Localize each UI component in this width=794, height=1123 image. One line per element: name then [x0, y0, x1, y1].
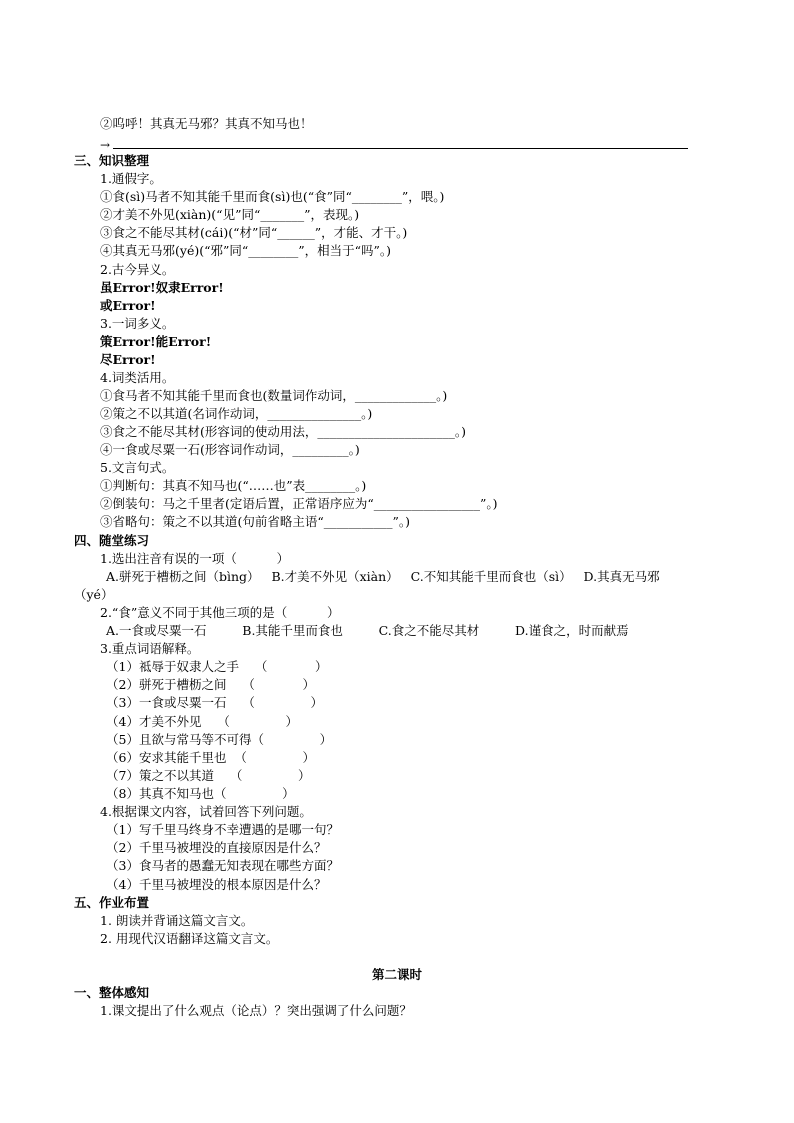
sub-question: （4）千里马被埋没的根本原因是什么？ [106, 877, 327, 892]
options-line: A.骈死于槽枥之间（bìng） B.才美不外见（xiàn） C.不知其能千里而食也（sì） D.其真无马邪 [106, 569, 660, 584]
vocab-item: （3）一食或尽粟一石 （ ） [106, 695, 323, 710]
subheading-gujinyiyi: 2.古今异义。 [100, 262, 175, 277]
error-line: 策Error!能Error! [100, 334, 212, 349]
error-line: 或Error! [100, 298, 156, 313]
exercise-item: ①食(sì)马者不知其能千里而食(sì)也(“食”同“________”，喂。) [100, 189, 445, 204]
vocab-item: （4）才美不外见 （ ） [106, 714, 298, 729]
exercise-item: ③食之不能尽其材(形容词的使动用法，______________________。) [100, 424, 467, 439]
options-line: A.一食或尽粟一石 B.其能千里而食也 C.食之不能尽其材 D.谨食之，时而献焉 [106, 623, 629, 638]
vocab-item: （2）骈死于槽枥之间 （ ） [106, 677, 316, 692]
question: 1.选出注音有误的一项（ ） [100, 551, 290, 566]
subheading-cileihuoyong: 4.词类活用。 [100, 370, 175, 385]
answer-blank-line [113, 148, 688, 149]
exercise-item: ①食马者不知其能千里而食也(数量词作动词，_____________。) [100, 388, 448, 403]
sub-question: （1）写千里马终身不幸遭遇的是哪一句？ [106, 822, 339, 837]
arrow-icon: → [100, 138, 111, 152]
vocab-item: （5）且欲与常马等不可得（ ） [106, 732, 333, 747]
error-line: 尽Error! [100, 352, 156, 367]
exercise-item: ①判断句：其真不知马也(“……也”表________。) [100, 478, 367, 493]
vocab-item: （7）策之不以其道 （ ） [106, 768, 311, 783]
question: 3.重点词语解释。 [100, 641, 200, 656]
sub-question: （2）千里马被埋没的直接原因是什么？ [106, 840, 327, 855]
exercise-item: ③食之不能尽其材(cái)(“材”同“______”，才能、才干。) [100, 225, 408, 240]
sub-question: （3）食马者的愚蠢无知表现在哪些方面？ [106, 858, 339, 873]
exercise-item: ②策之不以其道(名词作动词，_______________。) [100, 406, 373, 421]
exercise-item: ③省略句：策之不以其道(句前省略主语“___________”。) [100, 514, 411, 529]
error-line: 虽Error!奴隶Error! [100, 280, 224, 295]
quote-line: ②呜呼！其真无马邪？其真不知马也！ [100, 116, 313, 131]
homework-item: 1. 朗读并背诵这篇文言文。 [100, 913, 254, 928]
question: 1.课文提出了什么观点（论点）？突出强调了什么问题？ [100, 1003, 412, 1018]
section-heading-5: 五、作业布置 [74, 895, 150, 910]
vocab-item: （1）祗辱于奴隶人之手 （ ） [106, 659, 328, 674]
section-heading-1: 一、整体感知 [74, 985, 150, 1000]
section-heading-4: 四、随堂练习 [74, 533, 150, 548]
lesson-title: 第二课时 [371, 967, 422, 982]
question: 2.“食”意义不同于其他三项的是（ ） [100, 605, 340, 620]
exercise-item: ②倒装句：马之千里者(定语后置，正常语序应为“_________________”。) [100, 496, 498, 511]
exercise-item: ④其真无马邪(yé)(“邪”同“________”，相当于“吗”。) [100, 243, 392, 258]
exercise-item: ②才美不外见(xiàn)(“见”同“_______”，表现。) [100, 207, 360, 222]
subheading-yiciduoyi: 3.一词多义。 [100, 316, 175, 331]
subheading-tongjiazi: 1.通假字。 [100, 171, 162, 186]
homework-item: 2. 用现代汉语翻译这篇文言文。 [100, 931, 279, 946]
vocab-item: （6）安求其能千里也 （ ） [106, 750, 316, 765]
options-line-cont: （yé） [74, 587, 114, 602]
subheading-wenyanjushi: 5.文言句式。 [100, 460, 175, 475]
vocab-item: （8）其真不知马也（ ） [106, 786, 295, 801]
exercise-item: ④一食或尽粟一石(形容词作动词，_________。) [100, 442, 360, 457]
question: 4.根据课文内容，试着回答下列问题。 [100, 804, 312, 819]
section-heading-3: 三、知识整理 [74, 153, 150, 168]
